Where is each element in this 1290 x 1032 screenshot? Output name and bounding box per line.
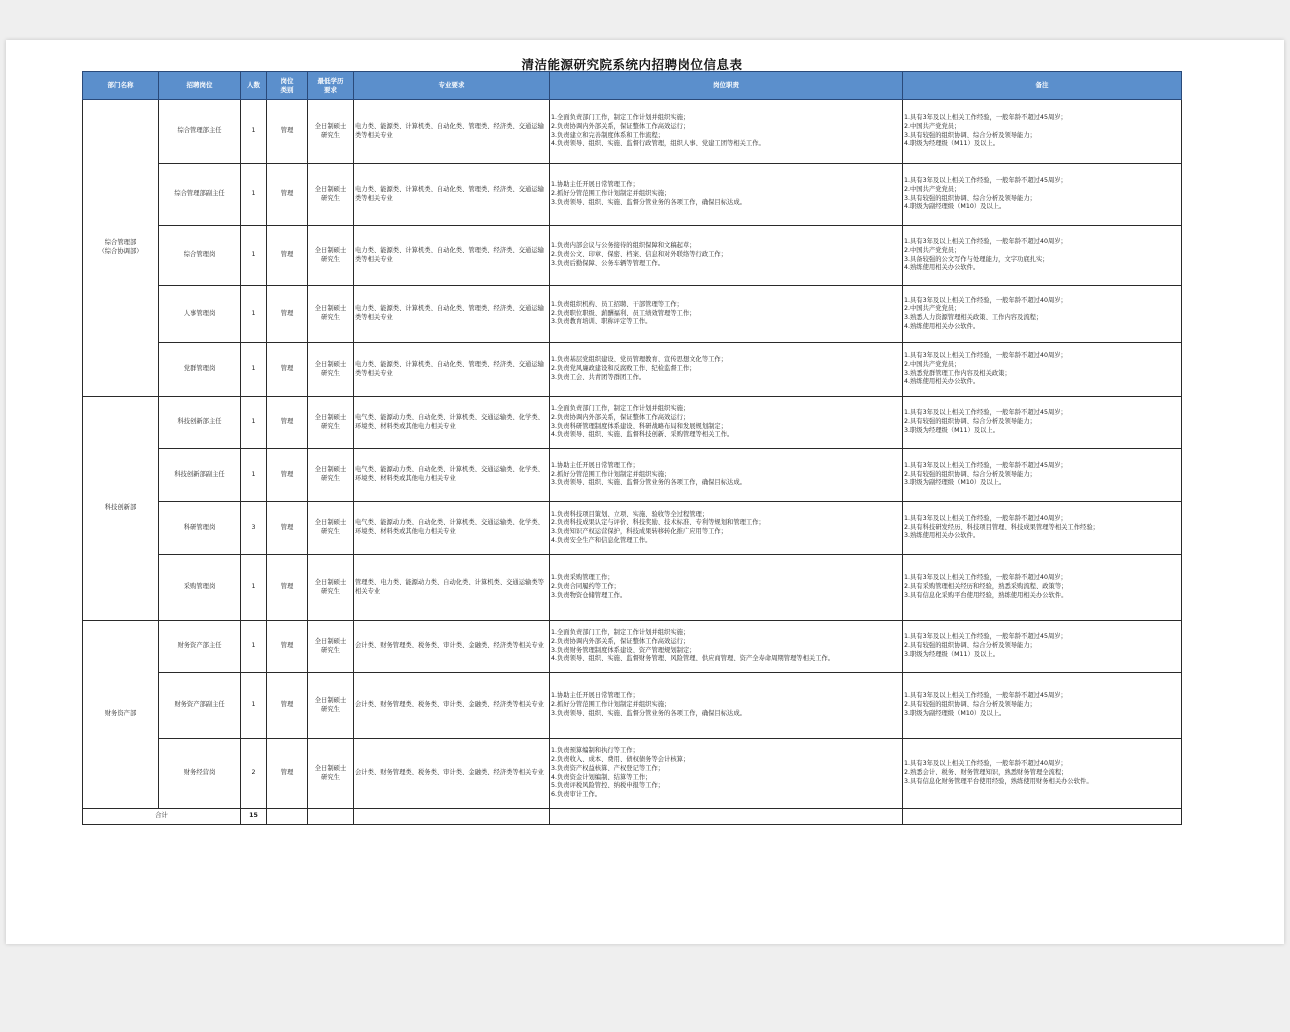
remark-cell	[903, 100, 1182, 164]
duty-line: 1.全面负责部门工作，制定工作计划并组织实施；	[551, 405, 690, 413]
education-line2: 研究生	[321, 369, 340, 377]
education-line1: 全日制硕士	[314, 764, 347, 772]
duty-line: 1.协助主任开展日常管理工作；	[551, 461, 639, 469]
duty-line: 3.负责领导、组织、实施、监督分管业务的各项工作，确保目标达成。	[551, 479, 746, 487]
count-cell: 1	[241, 673, 267, 739]
education-line2: 研究生	[321, 131, 340, 139]
count-cell: 1	[241, 343, 267, 397]
table-row	[83, 343, 1182, 397]
remark-line: 3.熟悉人力资源管理相关政策、工作内容及流程；	[904, 314, 1043, 321]
duty-line: 2.负责公文、印章、保密、档案、信息和对外联络等行政工作；	[551, 251, 728, 259]
remark-line: 2.具有较强的组织协调、综合分析及领导能力；	[904, 642, 1036, 650]
table-row	[83, 286, 1182, 343]
remark-line: 2.具有采购管理相关经历和经验，熟悉采购流程、政策等；	[904, 583, 1068, 591]
education-line2: 研究生	[321, 646, 340, 654]
duty-cell	[550, 449, 903, 502]
header-post: 招聘岗位	[159, 72, 241, 100]
education-cell	[308, 555, 354, 621]
duty-cell	[550, 555, 903, 621]
education-line1: 全日制硕士	[314, 360, 347, 368]
duty-line: 3.负责科研管理制度体系建设、科研战略布局和发展规划制定；	[551, 422, 728, 430]
remark-line: 2.中国共产党党员；	[904, 246, 961, 254]
duty-line: 2.负责党风廉政建设和反腐败工作、纪检监督工作；	[551, 365, 696, 373]
remark-line: 3.职级为经理级（M11）及以上。	[904, 426, 1000, 434]
table-title: 清洁能源研究院系统内招聘岗位信息表	[521, 57, 743, 72]
remark-line: 3.熟练使用相关办公软件。	[904, 532, 980, 540]
table-row	[83, 673, 1182, 739]
duty-line: 1.全面负责部门工作，制定工作计划并组织实施；	[551, 629, 690, 637]
education-cell	[308, 739, 354, 809]
major-cell: 电力类、能源类、计算机类、自动化类、管理类、经济类、交通运输类等相关专业	[354, 343, 550, 397]
duty-line: 2.负责协调内外部关系，保证整体工作高效运行；	[551, 122, 690, 130]
major-cell: 会计类、财务管理类、税务类、审计类、金融类、经济类等相关专业	[354, 673, 550, 739]
education-line1: 全日制硕士	[314, 122, 347, 130]
total-row	[83, 809, 1182, 825]
duty-cell	[550, 739, 903, 809]
education-line1: 全日制硕士	[314, 305, 347, 313]
education-cell	[308, 226, 354, 286]
remark-line: 1.具有3年及以上相关工作经验，一般年龄不超过40周岁；	[904, 574, 1067, 582]
major-cell: 电力类、能源类、计算机类、自动化类、管理类、经济类、交通运输类等相关专业	[354, 164, 550, 226]
header-dept: 部门名称	[83, 72, 159, 100]
duty-line: 4.负责领导、组织、实施、监督科技创新、采购管理等相关工作。	[551, 431, 734, 439]
duty-line: 2.抓好分管范围工作计划制定并组织实施；	[551, 470, 671, 478]
table-body	[83, 100, 1182, 825]
education-line2: 研究生	[321, 194, 340, 202]
education-line1: 全日制硕士	[314, 246, 347, 254]
total-count: 15	[241, 809, 267, 825]
duty-line: 3.负责建立和完善制度体系和工作流程；	[551, 131, 665, 139]
education-cell	[308, 164, 354, 226]
remark-line: 4.熟练使用相关办公软件。	[904, 378, 980, 386]
duty-line: 3.负责物资仓储管理工作。	[551, 591, 627, 599]
education-cell	[308, 621, 354, 673]
remark-line: 1.具有3年及以上相关工作经验，一般年龄不超过45周岁；	[904, 461, 1067, 469]
post-cell: 科技创新部副主任	[159, 449, 241, 502]
header-education-line1: 最低学历	[317, 76, 344, 85]
header-category	[267, 72, 308, 100]
education-cell	[308, 397, 354, 449]
count-cell: 1	[241, 555, 267, 621]
table-row	[83, 164, 1182, 226]
category-cell: 管理	[267, 502, 308, 555]
major-cell: 电气类、能源动力类、自动化类、计算机类、交通运输类、化学类、环境类、材料类或其他电力相关专业	[354, 449, 550, 502]
remark-line: 4.熟练使用相关办公软件。	[904, 322, 980, 330]
category-cell: 管理	[267, 397, 308, 449]
category-cell: 管理	[267, 164, 308, 226]
education-cell	[308, 449, 354, 502]
duty-line: 3.负责知识产权运营保护，科技成果转移转化推广应用等工作；	[551, 528, 728, 535]
education-line2: 研究生	[321, 422, 340, 430]
category-cell: 管理	[267, 673, 308, 739]
dept-name-cell	[83, 397, 159, 621]
category-cell: 管理	[267, 555, 308, 621]
duty-cell	[550, 673, 903, 739]
remark-line: 1.具有3年及以上相关工作经验，一般年龄不超过40周岁；	[904, 238, 1067, 246]
remark-cell	[903, 502, 1182, 555]
duty-line: 2.负责合同履约等工作；	[551, 583, 620, 591]
education-line2: 研究生	[321, 255, 340, 263]
education-cell	[308, 673, 354, 739]
category-cell: 管理	[267, 739, 308, 809]
major-cell: 会计类、财务管理类、税务类、审计类、金融类、经济类等相关专业	[354, 621, 550, 673]
duty-line: 3.负责后勤保障、公务车辆等管理工作。	[551, 259, 665, 267]
post-cell: 采购管理岗	[159, 555, 241, 621]
count-cell: 1	[241, 226, 267, 286]
post-cell: 科研管理岗	[159, 502, 241, 555]
remark-line: 2.具有较强的组织协调、综合分析及领导能力；	[904, 470, 1036, 478]
count-cell: 1	[241, 286, 267, 343]
duty-line: 5.负责评税风险管控、纳税申报等工作；	[551, 782, 665, 790]
duty-line: 2.负责协调内外部关系，保证整体工作高效运行；	[551, 637, 690, 645]
education-line1: 全日制硕士	[314, 466, 347, 474]
post-cell: 财务资产部主任	[159, 621, 241, 673]
duty-cell	[550, 397, 903, 449]
duty-line: 2.抓好分管范围工作计划制定并组织实施；	[551, 701, 671, 709]
duty-line: 1.协助主任开展日常管理工作；	[551, 692, 639, 700]
remark-line: 2.中国共产党党员；	[904, 360, 961, 368]
remark-line: 2.中国共产党党员；	[904, 122, 961, 130]
education-line2: 研究生	[321, 773, 340, 781]
education-line2: 研究生	[321, 705, 340, 713]
duty-line: 2.负责职位职级、薪酬福利、员工绩效管理等工作；	[551, 309, 696, 317]
category-cell: 管理	[267, 226, 308, 286]
major-cell: 电力类、能源类、计算机类、自动化类、管理类、经济类、交通运输类等相关专业	[354, 100, 550, 164]
table-row	[83, 100, 1182, 164]
remark-line: 2.具有较强的组织协调、综合分析及领导能力；	[904, 701, 1036, 709]
remark-line: 2.具有较强的组织协调、综合分析及领导能力；	[904, 418, 1036, 426]
recruitment-table	[82, 71, 1182, 825]
duty-line: 4.负责资金计划编制、结算等工作；	[551, 773, 652, 781]
header-duty: 岗位职责	[550, 72, 903, 100]
header-count: 人数	[241, 72, 267, 100]
duty-line: 2.负责协调内外部关系，保证整体工作高效运行；	[551, 413, 690, 421]
post-cell: 财务经营岗	[159, 739, 241, 809]
remark-line: 1.具有3年及以上相关工作经验，一般年龄不超过40周岁；	[904, 514, 1067, 522]
count-cell: 1	[241, 621, 267, 673]
duty-line: 1.负责预算编制和执行等工作；	[551, 747, 639, 755]
dept-name-cell	[83, 621, 159, 809]
duty-cell	[550, 286, 903, 343]
post-cell: 人事管理岗	[159, 286, 241, 343]
header-education-line2: 要求	[324, 85, 337, 94]
remark-cell	[903, 621, 1182, 673]
duty-line: 4.负责领导、组织、实施、监督财务管理、风险管理、供应商管理、资产全寿命周期管理等相关工作。	[551, 655, 835, 663]
header-category-line2: 类别	[280, 85, 294, 94]
major-cell: 电力类、能源类、计算机类、自动化类、管理类、经济类、交通运输类等相关专业	[354, 286, 550, 343]
duty-line: 3.负责财务管理制度体系建设、资产管理规划制定；	[551, 646, 696, 654]
education-line1: 全日制硕士	[314, 413, 347, 421]
remark-line: 1.具有3年及以上相关工作经验，一般年龄不超过40周岁；	[904, 296, 1067, 304]
duty-cell	[550, 226, 903, 286]
duty-line: 1.负责采购管理工作；	[551, 574, 614, 582]
education-cell	[308, 100, 354, 164]
remark-cell	[903, 739, 1182, 809]
duty-line: 1.全面负责部门工作，制定工作计划并组织实施；	[551, 114, 690, 122]
post-cell: 财务资产部副主任	[159, 673, 241, 739]
duty-line: 4.负责安全生产和信息化管理工作。	[551, 536, 652, 544]
duty-line: 1.协助主任开展日常管理工作；	[551, 181, 639, 189]
duty-line: 3.负责领导、组织、实施、监督分管业务的各项工作，确保目标达成。	[551, 709, 746, 717]
remark-line: 1.具有3年及以上相关工作经验，一般年龄不超过40周岁；	[904, 760, 1067, 768]
duty-line: 3.负责教育培训、职称评定等工作。	[551, 318, 652, 326]
education-line2: 研究生	[321, 587, 340, 595]
remark-cell	[903, 164, 1182, 226]
category-cell: 管理	[267, 343, 308, 397]
education-line1: 全日制硕士	[314, 637, 347, 645]
duty-cell	[550, 100, 903, 164]
education-line2: 研究生	[321, 475, 340, 482]
post-cell: 党群管理岗	[159, 343, 241, 397]
education-line1: 全日制硕士	[314, 696, 347, 704]
table-row	[83, 739, 1182, 809]
total-empty-cell	[308, 809, 354, 825]
table-row	[83, 621, 1182, 673]
remark-line: 2.熟悉会计、税务、财务管理知识，熟悉财务管理全流程；	[904, 769, 1068, 777]
remark-cell	[903, 286, 1182, 343]
post-cell: 科技创新部主任	[159, 397, 241, 449]
post-cell: 综合管理部副主任	[159, 164, 241, 226]
count-cell: 2	[241, 739, 267, 809]
remark-line: 1.具有3年及以上相关工作经验，一般年龄不超过45周岁；	[904, 633, 1067, 641]
category-cell: 管理	[267, 100, 308, 164]
duty-cell	[550, 343, 903, 397]
education-cell	[308, 286, 354, 343]
remark-cell	[903, 226, 1182, 286]
duty-line: 6.负责审计工作。	[551, 790, 602, 798]
count-cell: 1	[241, 164, 267, 226]
remark-cell	[903, 555, 1182, 621]
dept-name-line1: 综合管理部	[104, 239, 137, 247]
remark-line: 1.具有3年及以上相关工作经验，一般年龄不超过40周岁；	[904, 352, 1067, 360]
duty-line: 2.负责科技成果认定与评价、科技奖励、技术标准、专利等规划和管理工作；	[551, 519, 765, 527]
remark-line: 3.具有较强的组织协调、综合分析及领导能力；	[904, 194, 1036, 202]
remark-cell	[903, 673, 1182, 739]
remark-line: 2.中国共产党党员；	[904, 185, 961, 193]
duty-line: 1.负责基层党组织建设、党员管理教育、宣传思想文化等工作；	[551, 356, 728, 364]
remark-line: 1.具有3年及以上相关工作经验，一般年龄不超过45周岁；	[904, 692, 1067, 700]
remark-line: 3.熟悉党群管理工作内容及相关政策；	[904, 369, 1011, 377]
major-cell: 管理类、电力类、能源动力类、自动化类、计算机类、交通运输类等相关专业	[354, 555, 550, 621]
count-cell: 1	[241, 100, 267, 164]
remark-line: 3.具有信息化采购平台使用经验，熟练使用相关办公软件。	[904, 591, 1068, 599]
remark-line: 3.具有较强的组织协调、综合分析及领导能力；	[904, 131, 1036, 139]
duty-line: 1.负责组织机构、员工招聘、干部管理等工作；	[551, 300, 683, 308]
post-cell: 综合管理部主任	[159, 100, 241, 164]
category-cell: 管理	[267, 621, 308, 673]
remark-line: 1.具有3年及以上相关工作经验，一般年龄不超过45周岁；	[904, 177, 1067, 185]
education-line2: 研究生	[321, 314, 340, 321]
duty-line: 3.负责资产权益核算、产权登记等工作；	[551, 764, 665, 772]
duty-line: 1.负责科技项目策划、立项、实施、验收等全过程管理；	[551, 510, 709, 518]
education-line1: 全日制硕士	[314, 578, 347, 586]
remark-cell	[903, 449, 1182, 502]
total-empty-cell	[354, 809, 550, 825]
education-line2: 研究生	[321, 528, 340, 535]
remark-line: 1.具有3年及以上相关工作经验，一般年龄不超过45周岁；	[904, 114, 1067, 122]
remark-line: 3.职级为经理级（M11）及以上。	[904, 650, 1000, 658]
table-row	[83, 397, 1182, 449]
dept-name-cell	[83, 100, 159, 397]
duty-line: 2.抓好分管范围工作计划制定并组织实施；	[551, 190, 671, 198]
remark-line: 3.职级为副经理级（M10）及以上。	[904, 479, 1006, 487]
total-label: 合计	[83, 809, 241, 825]
header-remark: 备注	[903, 72, 1182, 100]
count-cell: 3	[241, 502, 267, 555]
total-empty-cell	[550, 809, 903, 825]
header-row	[83, 72, 1182, 100]
remark-line: 2.中国共产党党员；	[904, 305, 961, 313]
category-cell: 管理	[267, 286, 308, 343]
table-row	[83, 502, 1182, 555]
dept-name-line2: （综合协调部）	[98, 248, 143, 255]
count-cell: 1	[241, 397, 267, 449]
major-cell: 会计类、财务管理类、税务类、审计类、金融类、经济类等相关专业	[354, 739, 550, 809]
header-education	[308, 72, 354, 100]
duty-cell	[550, 621, 903, 673]
remark-line: 4.职级为副经理级（M10）及以上。	[904, 203, 1006, 211]
dept-name-line1: 科技创新部	[104, 504, 137, 512]
education-line1: 全日制硕士	[314, 519, 347, 527]
table-row	[83, 449, 1182, 502]
education-cell	[308, 502, 354, 555]
remark-cell	[903, 343, 1182, 397]
dept-name-line1: 财务资产部	[104, 710, 137, 718]
table-row	[83, 555, 1182, 621]
remark-line: 3.具备较强的公文写作与处理能力，文字功底扎实；	[904, 255, 1049, 263]
post-cell: 综合管理岗	[159, 226, 241, 286]
remark-line: 3.职级为副经理级（M10）及以上。	[904, 709, 1006, 717]
duty-cell	[550, 502, 903, 555]
remark-line: 4.熟练使用相关办公软件。	[904, 264, 980, 272]
education-line1: 全日制硕士	[314, 185, 347, 193]
remark-cell	[903, 397, 1182, 449]
duty-line: 4.负责领导、组织、实施、监督行政管理，组织人事、党建工团等相关工作。	[551, 140, 765, 148]
table-row	[83, 226, 1182, 286]
remark-line: 3.具有信息化财务管理平台使用经验，熟练使用财务相关办公软件。	[904, 777, 1093, 785]
count-cell: 1	[241, 449, 267, 502]
header-category-line1: 岗位	[280, 76, 294, 85]
education-cell	[308, 343, 354, 397]
major-cell: 电力类、能源类、计算机类、自动化类、管理类、经济类、交通运输类等相关专业	[354, 226, 550, 286]
duty-line: 3.负责工会、共青团等群团工作。	[551, 373, 646, 381]
total-empty-cell	[267, 809, 308, 825]
duty-line: 2.负责收入、成本、费用、债权债务等会计核算；	[551, 756, 690, 764]
total-empty-cell	[903, 809, 1182, 825]
major-cell: 电气类、能源动力类、自动化类、计算机类、交通运输类、化学类、环境类、材料类或其他电力相关专业	[354, 397, 550, 449]
duty-cell	[550, 164, 903, 226]
remark-line: 4.职级为经理级（M11）及以上。	[904, 140, 1000, 148]
header-major: 专业要求	[354, 72, 550, 100]
remark-line: 1.具有3年及以上相关工作经验，一般年龄不超过45周岁；	[904, 409, 1067, 417]
duty-line: 3.负责领导、组织、实施、监督分管业务的各项工作，确保目标达成。	[551, 198, 746, 206]
duty-line: 1.负责内部会议与公务接待的组织保障和文稿起草；	[551, 242, 696, 250]
major-cell: 电气类、能源动力类、自动化类、计算机类、交通运输类、化学类、环境类、材料类或其他电力相关专业	[354, 502, 550, 555]
category-cell: 管理	[267, 449, 308, 502]
remark-line: 2.具有科技研发经历、科技项目管理、科技成果管理等相关工作经验；	[904, 523, 1099, 531]
